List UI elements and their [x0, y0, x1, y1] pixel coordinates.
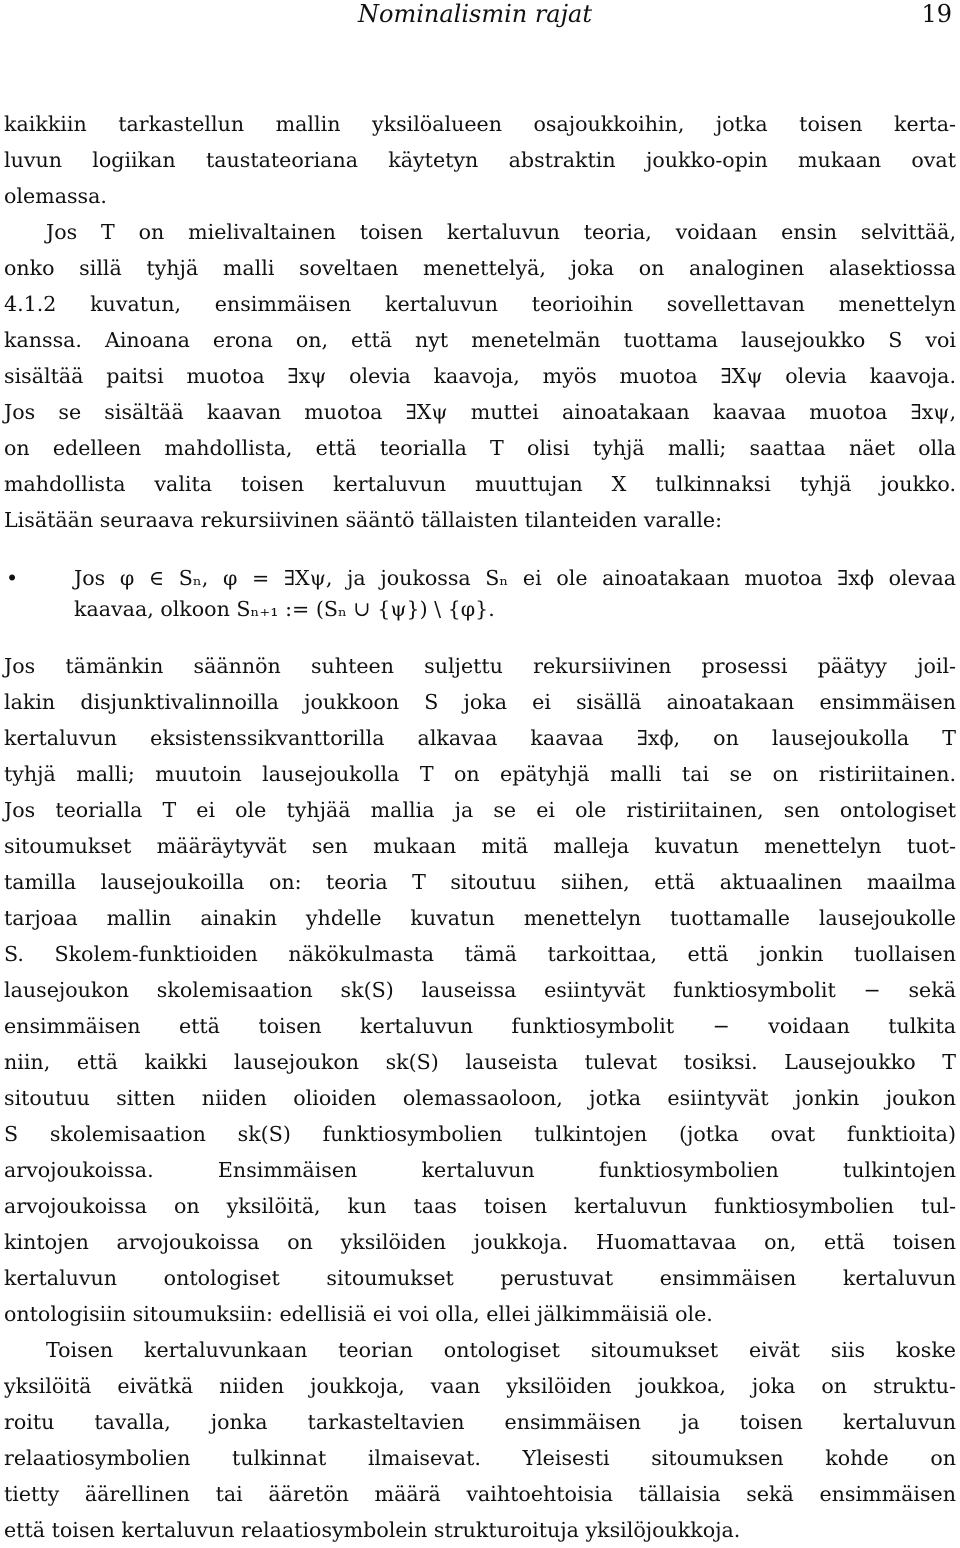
- text-line: Jos T on mielivaltainen toisen kertaluvun teoria, voidaan ensin selvittää,: [46, 220, 956, 244]
- text-line: olemassa.: [4, 184, 107, 208]
- text-line: tamilla lausejoukoilla on: teoria T sitoutuu siihen, että aktuaalinen maailma: [4, 870, 956, 894]
- text-line: kertaluvun ontologiset sitoumukset perustuvat ensimmäisen kertaluvun: [4, 1266, 956, 1290]
- text-line: Jos tämänkin säännön suhteen suljettu rekursiivinen prosessi päätyy joil-: [4, 654, 956, 678]
- text-line: arvojoukoissa on yksilöitä, kun taas toisen kertaluvun funktiosymbolien tul-: [4, 1194, 956, 1218]
- text-line: yksilöitä eivätkä niiden joukkoja, vaan yksilöiden joukkoa, joka on struktu-: [4, 1374, 956, 1398]
- text-line: S skolemisaation sk(S) funktiosymbolien tulkintojen (jotka ovat funktioita): [4, 1122, 956, 1146]
- bullet-marker: •: [6, 566, 19, 590]
- page-header: [0, 0, 960, 40]
- text-line: 4.1.2 kuvatun, ensimmäisen kertaluvun teorioihin sovellettavan menettelyn: [4, 292, 956, 316]
- text-line: luvun logiikan taustateoriana käytetyn abstraktin joukko-opin mukaan ovat: [4, 148, 956, 172]
- text-line: kanssa. Ainoana erona on, että nyt menetelmän tuottama lausejoukko S voi: [4, 328, 956, 352]
- text-line: on edelleen mahdollista, että teorialla T olisi tyhjä malli; saattaa näet olla: [4, 436, 956, 460]
- text-line: sisältää paitsi muotoa ∃xψ olevia kaavoja, myös muotoa ∃Xψ olevia kaavoja.: [4, 364, 956, 388]
- text-line: tietty äärellinen tai ääretön määrä vaihtoehtoisia tällaisia sekä ensimmäisen: [4, 1482, 956, 1506]
- text-line: relaatiosymbolien tulkinnat ilmaisevat. Yleisesti sitoumuksen kohde on: [4, 1446, 956, 1470]
- text-line: kaikkiin tarkastellun mallin yksilöalueen osajoukkoihin, jotka toisen kerta-: [4, 112, 956, 136]
- text-line: tyhjä malli; muutoin lausejoukolla T on epätyhjä malli tai se on ristiriitainen.: [4, 762, 956, 786]
- page-number: 19: [921, 0, 952, 28]
- text-line: roitu tavalla, jonka tarkasteltavien ensimmäisen ja toisen kertaluvun: [4, 1410, 956, 1434]
- text-line: lakin disjunktivalinnoilla joukkoon S joka ei sisällä ainoatakaan ensimmäisen: [4, 690, 956, 714]
- text-line: lausejoukon skolemisaation sk(S) lauseissa esiintyvät funktiosymbolit − sekä: [4, 978, 956, 1002]
- text-line: kertaluvun eksistenssikvanttorilla alkavaa kaavaa ∃xϕ, on lausejoukolla T: [4, 726, 956, 750]
- text-line: että toisen kertaluvun relaatiosymbolein strukturoituja yksilöjoukkoja.: [4, 1518, 741, 1542]
- bullet-text-line: kaavaa, olkoon Sₙ₊₁ := (Sₙ ∪ {ψ}) \ {φ}.: [74, 597, 495, 621]
- text-line: ontologisiin sitoumuksiin: edellisiä ei voi olla, ellei jälkimmäisiä ole.: [4, 1302, 713, 1326]
- text-line: S. Skolem-funktioiden näkökulmasta tämä tarkoittaa, että jonkin tuollaisen: [4, 942, 956, 966]
- text-line: tarjoaa mallin ainakin yhdelle kuvatun menettelyn tuottamalle lausejoukolle: [4, 906, 956, 930]
- text-line: Jos teorialla T ei ole tyhjää mallia ja se ei ole ristiriitainen, sen ontologiset: [4, 798, 956, 822]
- text-line: sitoutuu sitten niiden olioiden olemassaoloon, jotka esiintyvät jonkin joukon: [4, 1086, 956, 1110]
- text-line: Toisen kertaluvunkaan teorian ontologiset sitoumukset eivät siis koske: [46, 1338, 956, 1362]
- bullet-text-line: Jos φ ∈ Sₙ, φ = ∃Xψ, ja joukossa Sₙ ei ole ainoatakaan muotoa ∃xϕ olevaa: [74, 566, 956, 590]
- text-line: mahdollista valita toisen kertaluvun muuttujan X tulkinnaksi tyhjä joukko.: [4, 472, 956, 496]
- text-line: kintojen arvojoukoissa on yksilöiden joukkoja. Huomattavaa on, että toisen: [4, 1230, 956, 1254]
- running-title: Nominalismin rajat: [358, 0, 593, 28]
- text-line: ensimmäisen että toisen kertaluvun funktiosymbolit − voidaan tulkita: [4, 1014, 956, 1038]
- text-line: niin, että kaikki lausejoukon sk(S) lauseista tulevat tosiksi. Lausejoukko T: [4, 1050, 956, 1074]
- text-line: arvojoukoissa. Ensimmäisen kertaluvun funktiosymbolien tulkintojen: [4, 1158, 956, 1182]
- text-line: Lisätään seuraava rekursiivinen sääntö tällaisten tilanteiden varalle:: [4, 508, 723, 532]
- text-line: onko sillä tyhjä malli soveltaen menettelyä, joka on analoginen alasektiossa: [4, 256, 956, 280]
- text-line: sitoumukset määräytyvät sen mukaan mitä malleja kuvatun menettelyn tuot-: [4, 834, 956, 858]
- text-line: Jos se sisältää kaavan muotoa ∃Xψ muttei ainoatakaan kaavaa muotoa ∃xψ,: [4, 400, 956, 424]
